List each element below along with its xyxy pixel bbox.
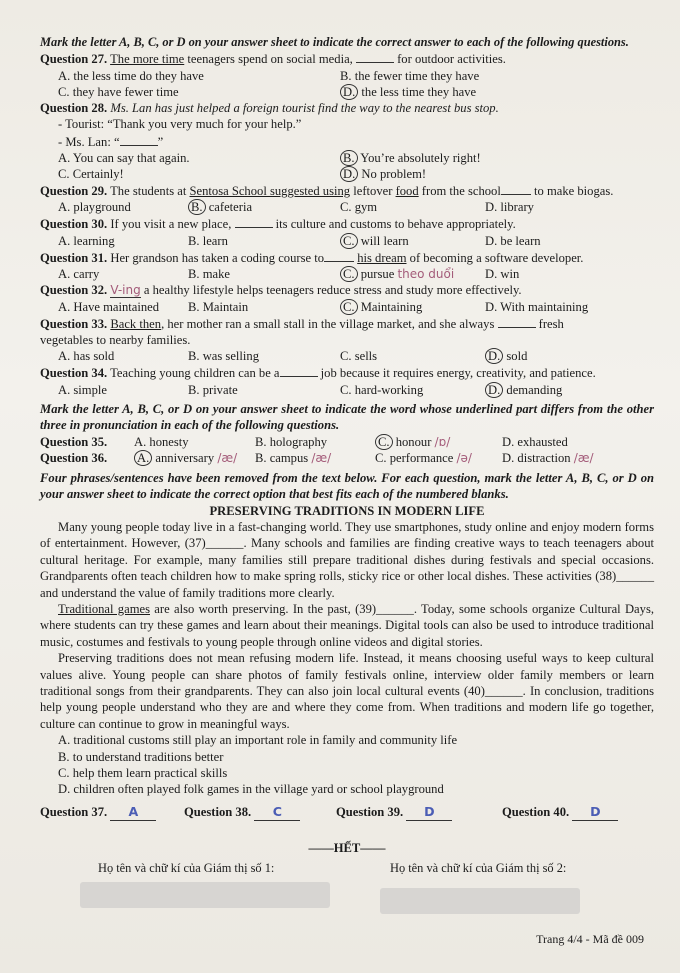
q27-options-2: C. they have fewer time D. the less time they have	[58, 84, 477, 99]
option-c: C. help them learn practical skills	[58, 766, 228, 780]
handwritten-note: /æ/	[573, 450, 594, 465]
q28-options-2: C. Certainly! D. No problem!	[58, 167, 427, 182]
proctor-2-label: Họ tên và chữ kí của Giám thị số 2:	[390, 861, 567, 876]
circled-answer: D.	[340, 166, 358, 182]
question-34: Question 34. Teaching young children can be a job because it requires energy, creativity, and patience.	[40, 366, 596, 381]
q28-options-1: A. You can say that again. B. You’re absolutely right!	[58, 151, 481, 166]
proctor-1-label: Họ tên và chữ kí của Giám thị số 1:	[98, 861, 275, 876]
answer-39: D	[406, 804, 452, 821]
instruction-1: Mark the letter A, B, C, or D on your answer sheet to indicate the correct answer to each of the following questions.	[40, 35, 629, 49]
handwritten-note: /ə/	[456, 450, 472, 465]
handwritten-note: theo duổi	[397, 267, 455, 282]
question-27: Question 27. The more time teenagers spend on social media, for outdoor activities.	[40, 52, 506, 67]
signature-labels	[40, 860, 654, 880]
option-d: D. children often played folk games in the village yard or school playground	[58, 782, 444, 797]
answer-38: C	[254, 804, 300, 821]
question-28: Question 28. Ms. Lan has just helped a foreign tourist find the way to the nearest bus stop.	[40, 100, 499, 115]
end-marker: ——HẾT——	[308, 840, 386, 855]
q29-options: A. playground B. cafeteria C. gym D. library	[58, 200, 534, 215]
q27-options-1: A. the less time do they have B. the fewer time they have	[58, 68, 480, 83]
question-33: Question 33. Back then, her mother ran a small stall in the village market, and she always fresh	[40, 316, 564, 331]
circled-answer: C.	[340, 266, 358, 282]
instruction-3: Four phrases/sentences have been removed from the text below. For each question, mark the letter A, B, C, or D on your answer sheet to indicate the correct option that best fits each of the numbered blanks.	[40, 470, 654, 502]
q30-options: A. learning B. learn C. will learn D. be learn	[58, 233, 541, 248]
circled-answer: C.	[340, 299, 358, 315]
circled-answer: C.	[375, 434, 393, 450]
handwritten-note: /æ/	[217, 450, 238, 465]
question-35: Question 35. A. honesty B. holography C. honour /ɒ/ D. exhausted	[40, 434, 568, 449]
answer-37: A	[110, 804, 156, 821]
question-31: Question 31. Her grandson has taken a coding course to his dream of becoming a software developer.	[40, 250, 584, 265]
passage-paragraph-3: Preserving traditions does not mean refusing modern life. Instead, it means choosing useful ways to keep cultural values alive. Young people can share photos of family festivals online, interview older family members or learn traditional songs from their grandparents. They can also join local cultural events (40)______. In conclusion, traditions help young people understand who they are and where they come from. When traditions and modern life go together, culture can continue to grow in meaningful ways.	[40, 651, 654, 731]
handwritten-note: /æ/	[311, 450, 332, 465]
question-30: Question 30. If you visit a new place, its culture and customs to behave appropriately.	[40, 217, 516, 232]
circled-answer: D.	[485, 348, 503, 364]
circled-answer: B.	[340, 150, 358, 166]
handwritten-note: V-ing	[110, 283, 141, 298]
page-footer: Trang 4/4 - Mã đề 009	[536, 931, 644, 946]
circled-answer: D.	[340, 84, 358, 100]
answer-row: Question 37. A Question 38. C Question 39. D Question 40. D	[40, 804, 654, 830]
option-b: B. to understand traditions better	[58, 749, 224, 764]
question-29: Question 29. The students at Sentosa School suggested using leftover food from the school to make biogas.	[40, 184, 614, 199]
exam-page: Mark the letter A, B, C, or D on your answer sheet to indicate the correct answer to each of the following questions. Question 27. The more time teenagers spend on social media, for outdoor activities. A. the less time do they have B. the fewer time they have C. they have fewer time D. the less time they have Question 28. Ms. Lan has just helped a foreign tourist find the way to the nearest bus stop. - Tourist: “Thank you very much for your help.” - Ms. Lan: “ ” A. You can say that again. B. You’re absolutely right! C. Certainly! D. No problem! Question 29. The students at Sentosa School suggested using leftover food from the school to make biogas. A. playground B. cafeteria C. gym D. library Question 30. If you visit a new place, its culture and customs to behave appropriately. A. learning B. learn C. will learn D. be learn Question 31. Her grandson has taken a coding course to his dream of becoming a software developer. A. carry B. make C. pursue theo duổi D. win Question 32. V-ing a healthy lifestyle helps teenagers reduce stress and study more effectively. A. Have maintained B. Maintain C. Maintaining D. With maintaining Question 33. Back then, her mother ran a small stall in the village market, and she always fresh vegetables to nearby families. A. has sold B. was selling C. sells D. sold Question 34. Teaching young children can be a job because it requires energy, creativity, and patience. A. simple B. private C. hard-working D. demanding Mark the letter A, B, C, or D on your answer sheet to indicate the word whose underlined part differs from the other three in pronunciation in each of the following questions. Question 35. A. honesty B. holography C. honour /ɒ/ D. exhausted Question 36. A. anniversary /æ/ B. campus /æ/ C. performance /ə/ D. distraction /æ/ Four phrases/sentences have been removed from the text below. For each question, mark the letter A, B, C, or D on your answer sheet to indicate the correct option that best fits each of the numbered blanks. PRESERVING TRADITIONS IN MODERN LIFE Many young people today live in a fast-changing world. They use smartphones, study online and enjoy modern forms of entertainment. However, (37)______. Many schools and families are finding creative ways to teach teenagers about cultural heritage. For example, many families still prepare traditional dishes during festivals and special occasions. Grandparents often teach children how to make spring rolls, sticky rice or other local dishes. These activities (38)______ and understand the value of family traditions more clearly. Traditional games are also worth preserving. In the past, (39)______. Today, some schools organize Cultural Days, where students can try these games and learn about their meanings. Digital tools can also be used to introduce traditional music, costumes and festivals to young people through online videos and digital stories. Preserving traditions does not mean refusing modern life. Instead, it means choosing useful ways to keep cultural values alive. Young people can share photos of family festivals online, interview older family members or learn traditional songs from their grandparents. They can also join local cultural events (40)______. In conclusion, traditions help young people understand who they are and where they come from. When traditions and modern life go together, culture can continue to grow in meaningful ways. A. traditional customs still play an important role in family and community life B. to understand traditions better C. help them learn practical skills D. children often played folk games in the village yard or school playground Question 37. A Question 38. C Question 39. D Question 40. D ——HẾT—— Họ tên và chữ kí của Giám thị số 1: Họ tên và chữ kí của Giám thị số 2: Trang 4/4 - Mã đề 009	[0, 0, 680, 973]
question-36: Question 36. A. anniversary /æ/ B. campus /æ/ C. performance /ə/ D. distraction /æ/	[40, 450, 594, 465]
passage-title: PRESERVING TRADITIONS IN MODERN LIFE	[209, 503, 485, 518]
circled-answer: D.	[485, 382, 503, 398]
passage-paragraph-1: Many young people today live in a fast-changing world. They use smartphones, study online and enjoy modern forms of entertainment. However, (37)______. Many schools and families are finding creative ways to teach teenagers about cultural heritage. For example, many families still prepare traditional dishes during festivals and special occasions. Grandparents often teach children how to make spring rolls, sticky rice or other local dishes. These activities (38)______ and understand the value of family traditions more clearly.	[40, 519, 654, 600]
passage-paragraph-2: Traditional games are also worth preserving. In the past, (39)______. Today, some schools organize Cultural Days, where students can try these games and learn about their meanings. Digital tools can also be used to introduce traditional music, costumes and festivals to young people through online videos and digital stories.	[40, 601, 654, 649]
option-a: A. traditional customs still play an important role in family and community life	[58, 733, 458, 748]
q32-options: A. Have maintained B. Maintain C. Maintaining D. With maintaining	[58, 299, 589, 314]
circled-answer: C.	[340, 233, 358, 249]
answer-40: D	[572, 804, 618, 821]
handwritten-note: /ɒ/	[434, 434, 451, 449]
q34-options: A. simple B. private C. hard-working D. demanding	[58, 382, 563, 397]
q31-options: A. carry B. make C. pursue theo duổi D. win	[58, 267, 520, 282]
q33-options: A. has sold B. was selling C. sells D. sold	[58, 349, 528, 364]
question-32: Question 32. V-ing a healthy lifestyle helps teenagers reduce stress and study more effectively.	[40, 283, 522, 298]
instruction-2: Mark the letter A, B, C, or D on your answer sheet to indicate the word whose underlined part differs from the other three in pronunciation in each of the following questions.	[40, 401, 654, 433]
circled-answer: B.	[188, 199, 206, 215]
redacted-signature-1	[80, 882, 330, 908]
circled-answer: A.	[134, 450, 152, 466]
redacted-signature-2	[380, 888, 580, 914]
